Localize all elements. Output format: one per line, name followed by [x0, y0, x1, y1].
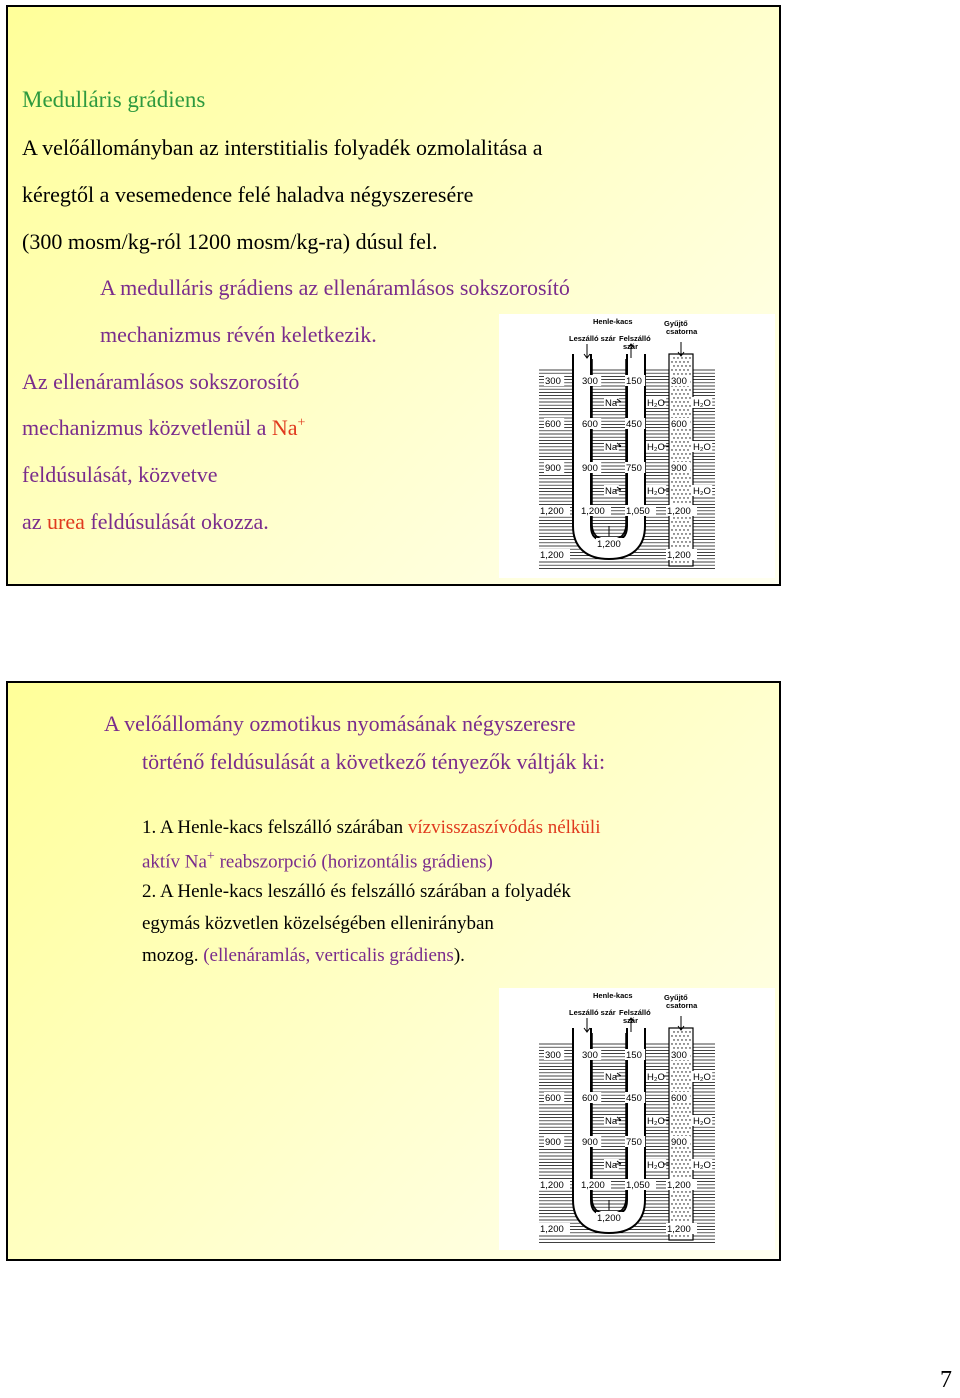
ascending-limb-label: Felszálló	[619, 1008, 651, 1017]
collecting-value: 900	[671, 463, 687, 474]
descending-limb-label: Leszálló szár	[569, 1008, 616, 1017]
water-label: H₂O	[693, 486, 711, 497]
loop-bottom-value: 1,200	[597, 539, 621, 550]
ascending-limb-label: szár	[623, 342, 639, 351]
water-label: H₂O	[647, 1116, 665, 1127]
intro-line: történő feldúsulását a következő tényezők váltják ki:	[142, 749, 606, 774]
collecting-value: 1,200	[667, 1180, 691, 1191]
collecting-value: 1,200	[667, 506, 691, 517]
list-item-line	[142, 945, 465, 967]
superscript: +	[297, 415, 306, 431]
water-label: H₂O	[693, 442, 711, 453]
list-item	[142, 817, 601, 839]
text-run: mechanizmus közvetlenül a	[22, 415, 272, 440]
descending-value: 600	[582, 419, 598, 430]
sodium-text: Na	[271, 415, 298, 440]
water-label: H₂O	[647, 1072, 665, 1083]
paragraph-line: (300 mosm/kg-ról 1200 mosm/kg-ra) dúsul fel.	[22, 229, 438, 254]
countercurrent-diagram	[499, 314, 775, 578]
text-run: ).	[453, 945, 465, 966]
paragraph-line: A velőállományban az interstitialis folyadék ozmolalitása a	[22, 135, 543, 160]
water-label: H₂O	[647, 398, 665, 409]
paragraph-line: kéregtől a vesemedence felé haladva négyszeresére	[22, 182, 474, 207]
paragraph-line: Az ellenáramlásos sokszorosító	[22, 369, 300, 394]
collecting-value: 300	[671, 1050, 687, 1061]
countercurrent-diagram	[499, 988, 775, 1250]
diagram-svg	[499, 988, 775, 1250]
interstitium-value: 1,200	[540, 550, 564, 561]
interstitium-value: 300	[545, 376, 561, 387]
ascending-value: 450	[626, 419, 642, 430]
text-run: mozog.	[142, 945, 204, 966]
ascending-value: 750	[626, 1137, 642, 1148]
intro-line: A velőállomány ozmotikus nyomásának négyszeresre	[104, 711, 576, 736]
interstitium-value: 300	[545, 1050, 561, 1061]
highlight-text: (ellenáramlás, verticalis grádiens	[203, 945, 454, 966]
paragraph-line	[22, 509, 269, 535]
ascending-value: 1,050	[626, 506, 650, 517]
paragraph-line	[22, 415, 305, 441]
text-run: 1. A Henle-kacs felszálló szárában	[142, 817, 408, 838]
interstitium-value: 600	[545, 419, 561, 430]
text-run: aktív Na	[142, 851, 207, 873]
superscript: +	[206, 849, 215, 864]
henle-loop-label: Henle-kacs	[593, 317, 633, 326]
paragraph-line: A medulláris grádiens az ellenáramlásos sokszorosító	[100, 275, 570, 300]
descending-value: 300	[582, 1050, 598, 1061]
list-item-line	[142, 849, 493, 873]
diagram-svg	[499, 314, 775, 576]
ascending-value: 750	[626, 463, 642, 474]
urea-text: urea	[47, 509, 85, 534]
interstitium-value: 900	[545, 1137, 561, 1148]
paragraph-line: mechanizmus révén keletkezik.	[100, 322, 377, 347]
interstitium-value: 1,200	[540, 1180, 564, 1191]
collecting-duct-label: Gyűjtő	[664, 319, 688, 328]
descending-value: 1,200	[581, 1180, 605, 1191]
interstitium-value: 1,200	[540, 506, 564, 517]
collecting-value: 900	[671, 1137, 687, 1148]
ascending-value: 450	[626, 1093, 642, 1104]
descending-value: 1,200	[581, 506, 605, 517]
slide-title: Medulláris grádiens	[22, 87, 206, 112]
interstitium-value: 600	[545, 1093, 561, 1104]
sodium-label: Na	[605, 1116, 618, 1127]
interstitium-value: 1,200	[540, 1224, 564, 1235]
water-label: H₂O	[693, 1116, 711, 1127]
ascending-value: 150	[626, 376, 642, 387]
descending-value: 300	[582, 376, 598, 387]
text-run: reabszorpció (horizontális grádiens)	[214, 851, 493, 873]
water-label: H₂O	[693, 1072, 711, 1083]
ascending-limb-label: szár	[623, 1016, 639, 1025]
water-label: H₂O	[647, 1160, 665, 1171]
list-item: 2. A Henle-kacs leszálló és felszálló szárában a folyadék	[142, 881, 571, 902]
collecting-value: 1,200	[667, 1224, 691, 1235]
list-item-line: egymás közvetlen közelségében ellenirányban	[142, 913, 494, 934]
descending-limb-label: Leszálló szár	[569, 334, 616, 343]
paragraph-line: feldúsulását, közvetve	[22, 462, 218, 487]
henle-loop-label: Henle-kacs	[593, 991, 633, 1000]
sodium-label: Na	[605, 442, 618, 453]
water-label: H₂O	[693, 1160, 711, 1171]
highlight-text: vízvisszaszívódás nélküli	[407, 817, 601, 838]
sodium-label: Na	[605, 1072, 618, 1083]
collecting-value: 600	[671, 1093, 687, 1104]
text-run: feldúsulását okozza.	[84, 509, 269, 534]
collecting-duct-label: csatorna	[666, 327, 698, 336]
sodium-label: Na	[605, 398, 618, 409]
descending-value: 900	[582, 463, 598, 474]
loop-bottom-value: 1,200	[597, 1213, 621, 1224]
sodium-label: Na	[605, 1160, 618, 1171]
ascending-value: 150	[626, 1050, 642, 1061]
descending-value: 900	[582, 1137, 598, 1148]
water-label: H₂O	[647, 486, 665, 497]
ascending-limb-label: Felszálló	[619, 334, 651, 343]
interstitium-value: 900	[545, 463, 561, 474]
collecting-value: 300	[671, 376, 687, 387]
text-run: az	[22, 509, 48, 534]
water-label: H₂O	[693, 398, 711, 409]
ascending-value: 1,050	[626, 1180, 650, 1191]
collecting-value: 1,200	[667, 550, 691, 561]
page-number: 7	[940, 1367, 952, 1393]
collecting-duct-label: Gyűjtő	[664, 993, 688, 1002]
collecting-value: 600	[671, 419, 687, 430]
descending-value: 600	[582, 1093, 598, 1104]
water-label: H₂O	[647, 442, 665, 453]
collecting-duct-label: csatorna	[666, 1001, 698, 1010]
sodium-label: Na	[605, 486, 618, 497]
